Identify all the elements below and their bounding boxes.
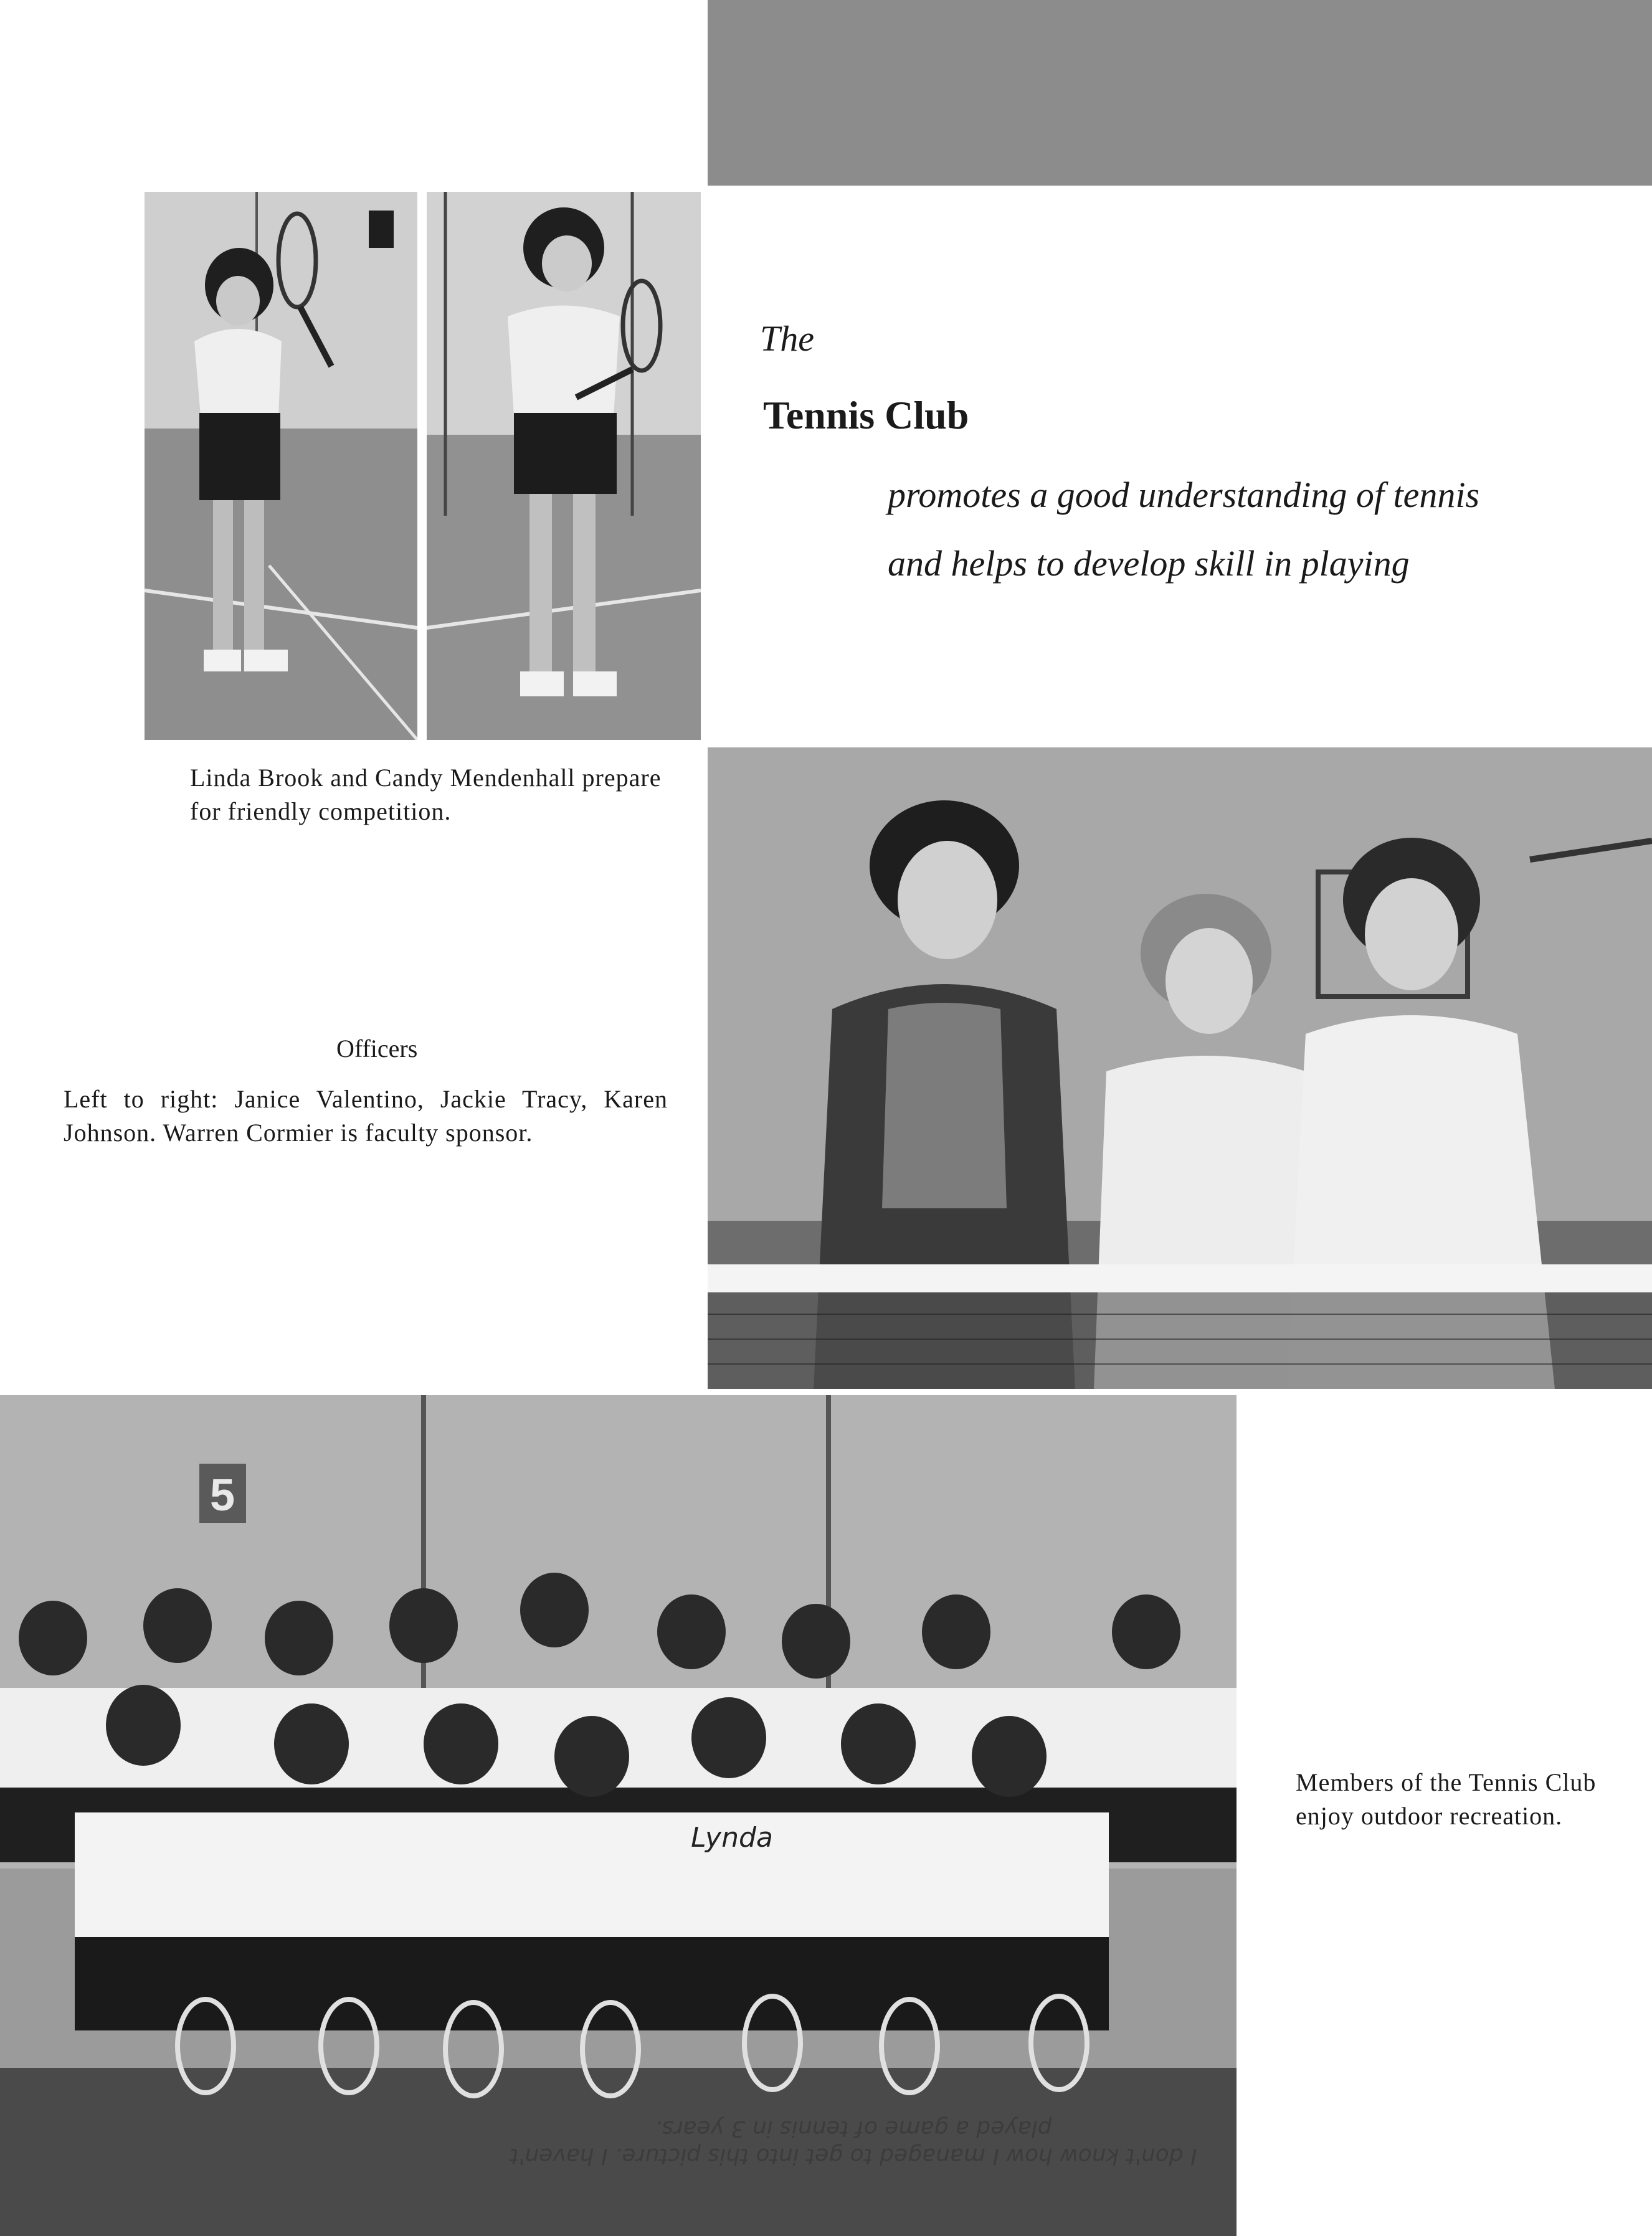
page-title: Tennis Club	[763, 393, 969, 437]
photo-linda-brook	[145, 192, 417, 740]
shirt-signature: Lynda	[691, 1822, 773, 1854]
title-prefix: The	[760, 318, 814, 359]
tagline-line-1: promotes a good understanding of tennis	[888, 475, 1480, 515]
caption-members: Members of the Tennis Club enjoy outdoor recreation.	[1296, 1768, 1597, 1830]
caption-candid-photos: Linda Brook and Candy Mendenhall prepare for friendly competition.	[190, 764, 662, 825]
handwritten-note: I don't know how I managed to get into this picture. I haven't played a game of tennis in 3 years.	[510, 2116, 1197, 2169]
photo-members	[0, 1395, 1237, 2236]
officers-heading: Officers	[336, 1035, 418, 1063]
caption-officers: Left to right: Janice Valentino, Jackie Tracy, Karen Johnson. Warren Cormier is faculty sponsor.	[64, 1085, 668, 1147]
tagline-line-2: and helps to develop skill in playing	[888, 543, 1410, 584]
photo-candy-mendenhall	[427, 192, 701, 740]
gray-header-band	[708, 0, 1652, 186]
court-number: 5	[209, 1471, 235, 1520]
tagline	[888, 461, 1479, 598]
photo-officers	[708, 747, 1652, 1389]
